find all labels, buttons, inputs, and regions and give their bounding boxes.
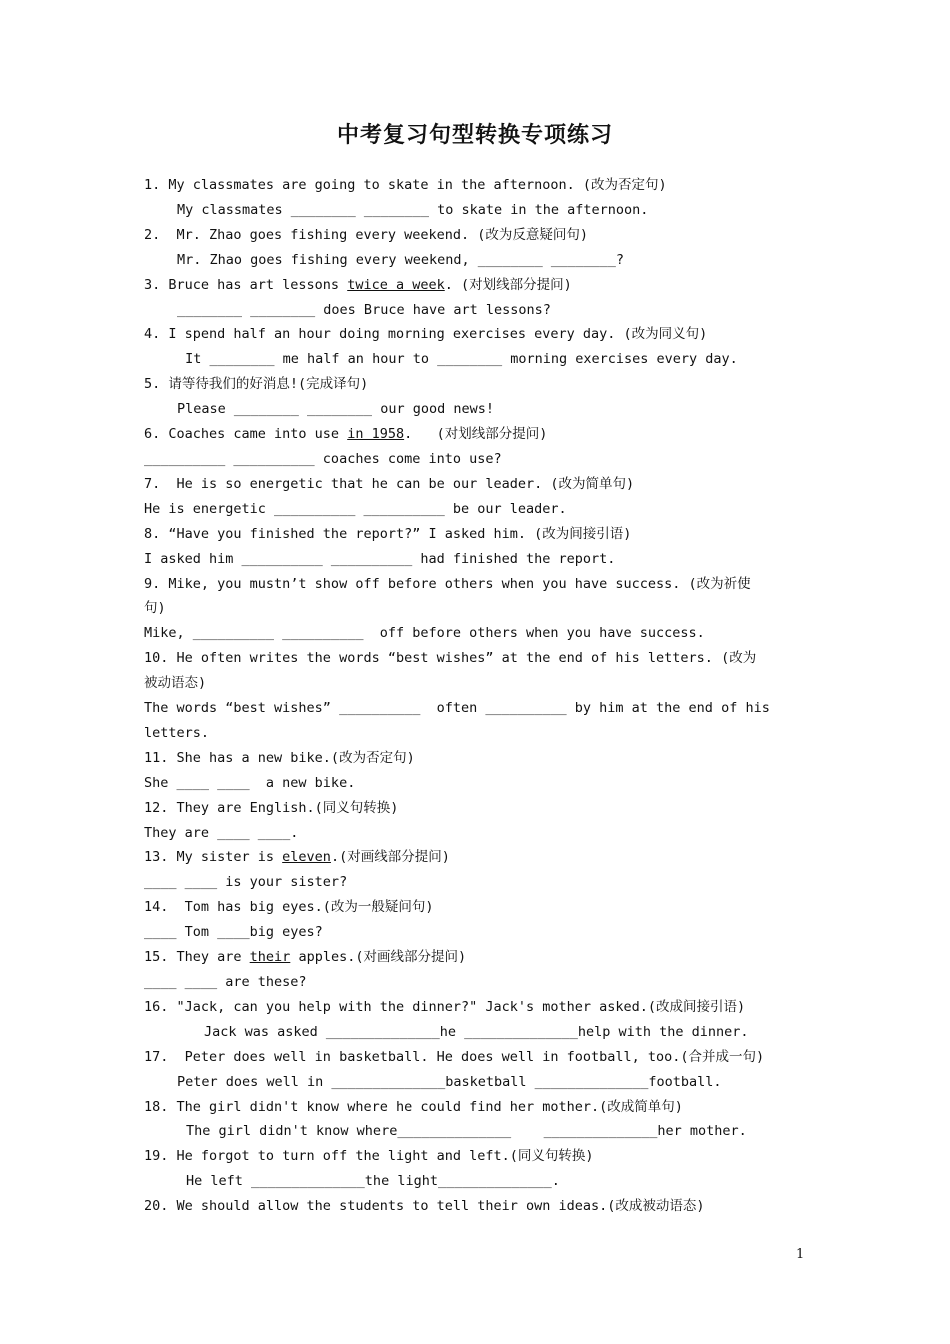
exercise-line (144, 1095, 810, 1120)
exercise-line (144, 248, 810, 273)
exercise-line (144, 422, 810, 447)
line-text: .(对画线部分提问) (330, 849, 450, 866)
exercise-line (144, 223, 810, 248)
exercise-line (144, 721, 810, 746)
line-text: 5. 请等待我们的好消息!(完成译句) (144, 376, 369, 393)
underlined-target: in 1958 (347, 426, 405, 443)
line-text: 18. The girl didn't know where he could find her mother.(改成简单句) (144, 1098, 683, 1115)
line-text: . (对划线部分提问) (444, 276, 572, 293)
exercise-line (144, 1020, 810, 1045)
line-text: 8. “Have you finished the report?” I asked him. (改为间接引语) (144, 525, 632, 542)
exercise-line (144, 347, 810, 372)
line-text: ____ Tom ____big eyes? (144, 924, 323, 941)
line-text: 4. I spend half an hour doing morning exercises every day. (改为同义句) (144, 326, 708, 343)
line-text: 14. Tom has big eyes.(改为一般疑问句) (144, 899, 434, 916)
exercise-line (144, 621, 810, 646)
underlined-target: twice a week (347, 276, 445, 293)
line-text: 10. He often writes the words “best wishes” at the end of his letters. (改为 (144, 650, 757, 667)
page-number: 1 (796, 1247, 805, 1262)
exercise-line (144, 1045, 810, 1070)
exercise-line (144, 696, 810, 721)
line-text: He is energetic __________ __________ be our leader. (144, 500, 567, 517)
exercise-line (144, 1194, 810, 1219)
line-text: 2. Mr. Zhao goes fishing every weekend. (改为反意疑问句) (144, 226, 588, 243)
line-text: ________ ________ does Bruce have art lessons? (177, 301, 551, 318)
exercise-line (144, 198, 810, 223)
exercise-line (144, 945, 810, 970)
exercise-list (144, 173, 810, 1219)
line-text: . (对划线部分提问) (404, 426, 548, 443)
exercise-line (144, 447, 810, 472)
line-text: They are ____ ____. (144, 824, 299, 841)
line-text: 句) (144, 600, 166, 617)
line-text: ____ ____ are these? (144, 974, 307, 990)
line-text: The girl didn't know where______________ ______________her mother. (186, 1123, 747, 1140)
line-text: The words “best wishes” __________ often __________ by him at the end of his (144, 700, 770, 717)
line-text: Jack was asked ______________he ______________help with the dinner. (204, 1023, 749, 1040)
line-text: 17. Peter does well in basketball. He does well in football, too.(合并成一句) (144, 1048, 765, 1065)
exercise-line (144, 920, 810, 945)
exercise-line (144, 1070, 810, 1095)
line-text: 被动语态) (144, 675, 207, 692)
exercise-line (144, 547, 810, 572)
exercise-line (144, 322, 810, 347)
line-text: 12. They are English.(同义句转换) (144, 799, 399, 816)
exercise-line (144, 746, 810, 771)
exercise-line (144, 1119, 810, 1144)
exercise-line (144, 796, 810, 821)
exercise-line (144, 646, 810, 671)
exercise-line (144, 771, 810, 796)
exercise-line (144, 298, 810, 323)
line-text: 16. "Jack, can you help with the dinner?" Jack's mother asked.(改成间接引语) (144, 998, 746, 1015)
exercise-line (144, 273, 810, 298)
line-text: letters. (144, 724, 210, 741)
exercise-line (144, 995, 810, 1020)
exercise-line (144, 596, 810, 621)
exercise-line (144, 870, 810, 895)
line-text: 11. She has a new bike.(改为否定句) (144, 749, 415, 766)
exercise-line (144, 821, 810, 846)
line-text: 7. He is so energetic that he can be our leader. (改为简单句) (144, 475, 635, 492)
underlined-target: their (249, 949, 291, 966)
underlined-target: eleven (282, 849, 331, 866)
line-text: He left ______________the light______________. (186, 1173, 560, 1190)
line-text: 13. My sister is (144, 849, 283, 866)
line-text: Please ________ ________ our good news! (177, 401, 494, 418)
line-text: Mike, __________ __________ off before others when you have success. (144, 625, 705, 642)
line-text: 20. We should allow the students to tell their own ideas.(改成被动语态) (144, 1198, 705, 1215)
line-text: 3. Bruce has art lessons (144, 276, 348, 293)
line-text: She ____ ____ a new bike. (144, 774, 356, 791)
line-text: I asked him __________ __________ had finished the report. (144, 550, 616, 567)
line-text: It ________ me half an hour to ________ morning exercises every day. (177, 351, 738, 368)
line-text: 1. My classmates are going to skate in the afternoon. (改为否定句) (144, 177, 667, 193)
exercise-line (144, 497, 810, 522)
exercise-line (144, 671, 810, 696)
exercise-line (144, 173, 810, 198)
exercise-line (144, 372, 810, 397)
page-title: 中考复习句型转换专项练习 (336, 122, 613, 148)
exercise-line (144, 1169, 810, 1194)
exercise-line (144, 1144, 810, 1169)
line-text: My classmates ________ ________ to skate in the afternoon. (177, 201, 649, 218)
exercise-line (144, 572, 810, 597)
exercise-line (144, 522, 810, 547)
exercise-line (144, 970, 810, 995)
line-text: __________ __________ coaches come into use? (144, 450, 502, 467)
exercise-line (144, 397, 810, 422)
line-text: Peter does well in ______________basketball ______________football. (177, 1073, 722, 1090)
exercise-line (144, 472, 810, 497)
line-text: 9. Mike, you mustn’t show off before others when you have success. (改为祈使 (144, 575, 751, 592)
line-text: 15. They are (144, 949, 250, 966)
line-text: 19. He forgot to turn off the light and left.(同义句转换) (144, 1148, 594, 1165)
exercise-line (144, 845, 810, 870)
line-text: 6. Coaches came into use (144, 426, 348, 443)
exercise-line (144, 895, 810, 920)
line-text: apples.(对画线部分提问) (290, 949, 467, 966)
line-text: Mr. Zhao goes fishing every weekend, ________ ________? (177, 251, 625, 268)
line-text: ____ ____ is your sister? (144, 874, 348, 891)
